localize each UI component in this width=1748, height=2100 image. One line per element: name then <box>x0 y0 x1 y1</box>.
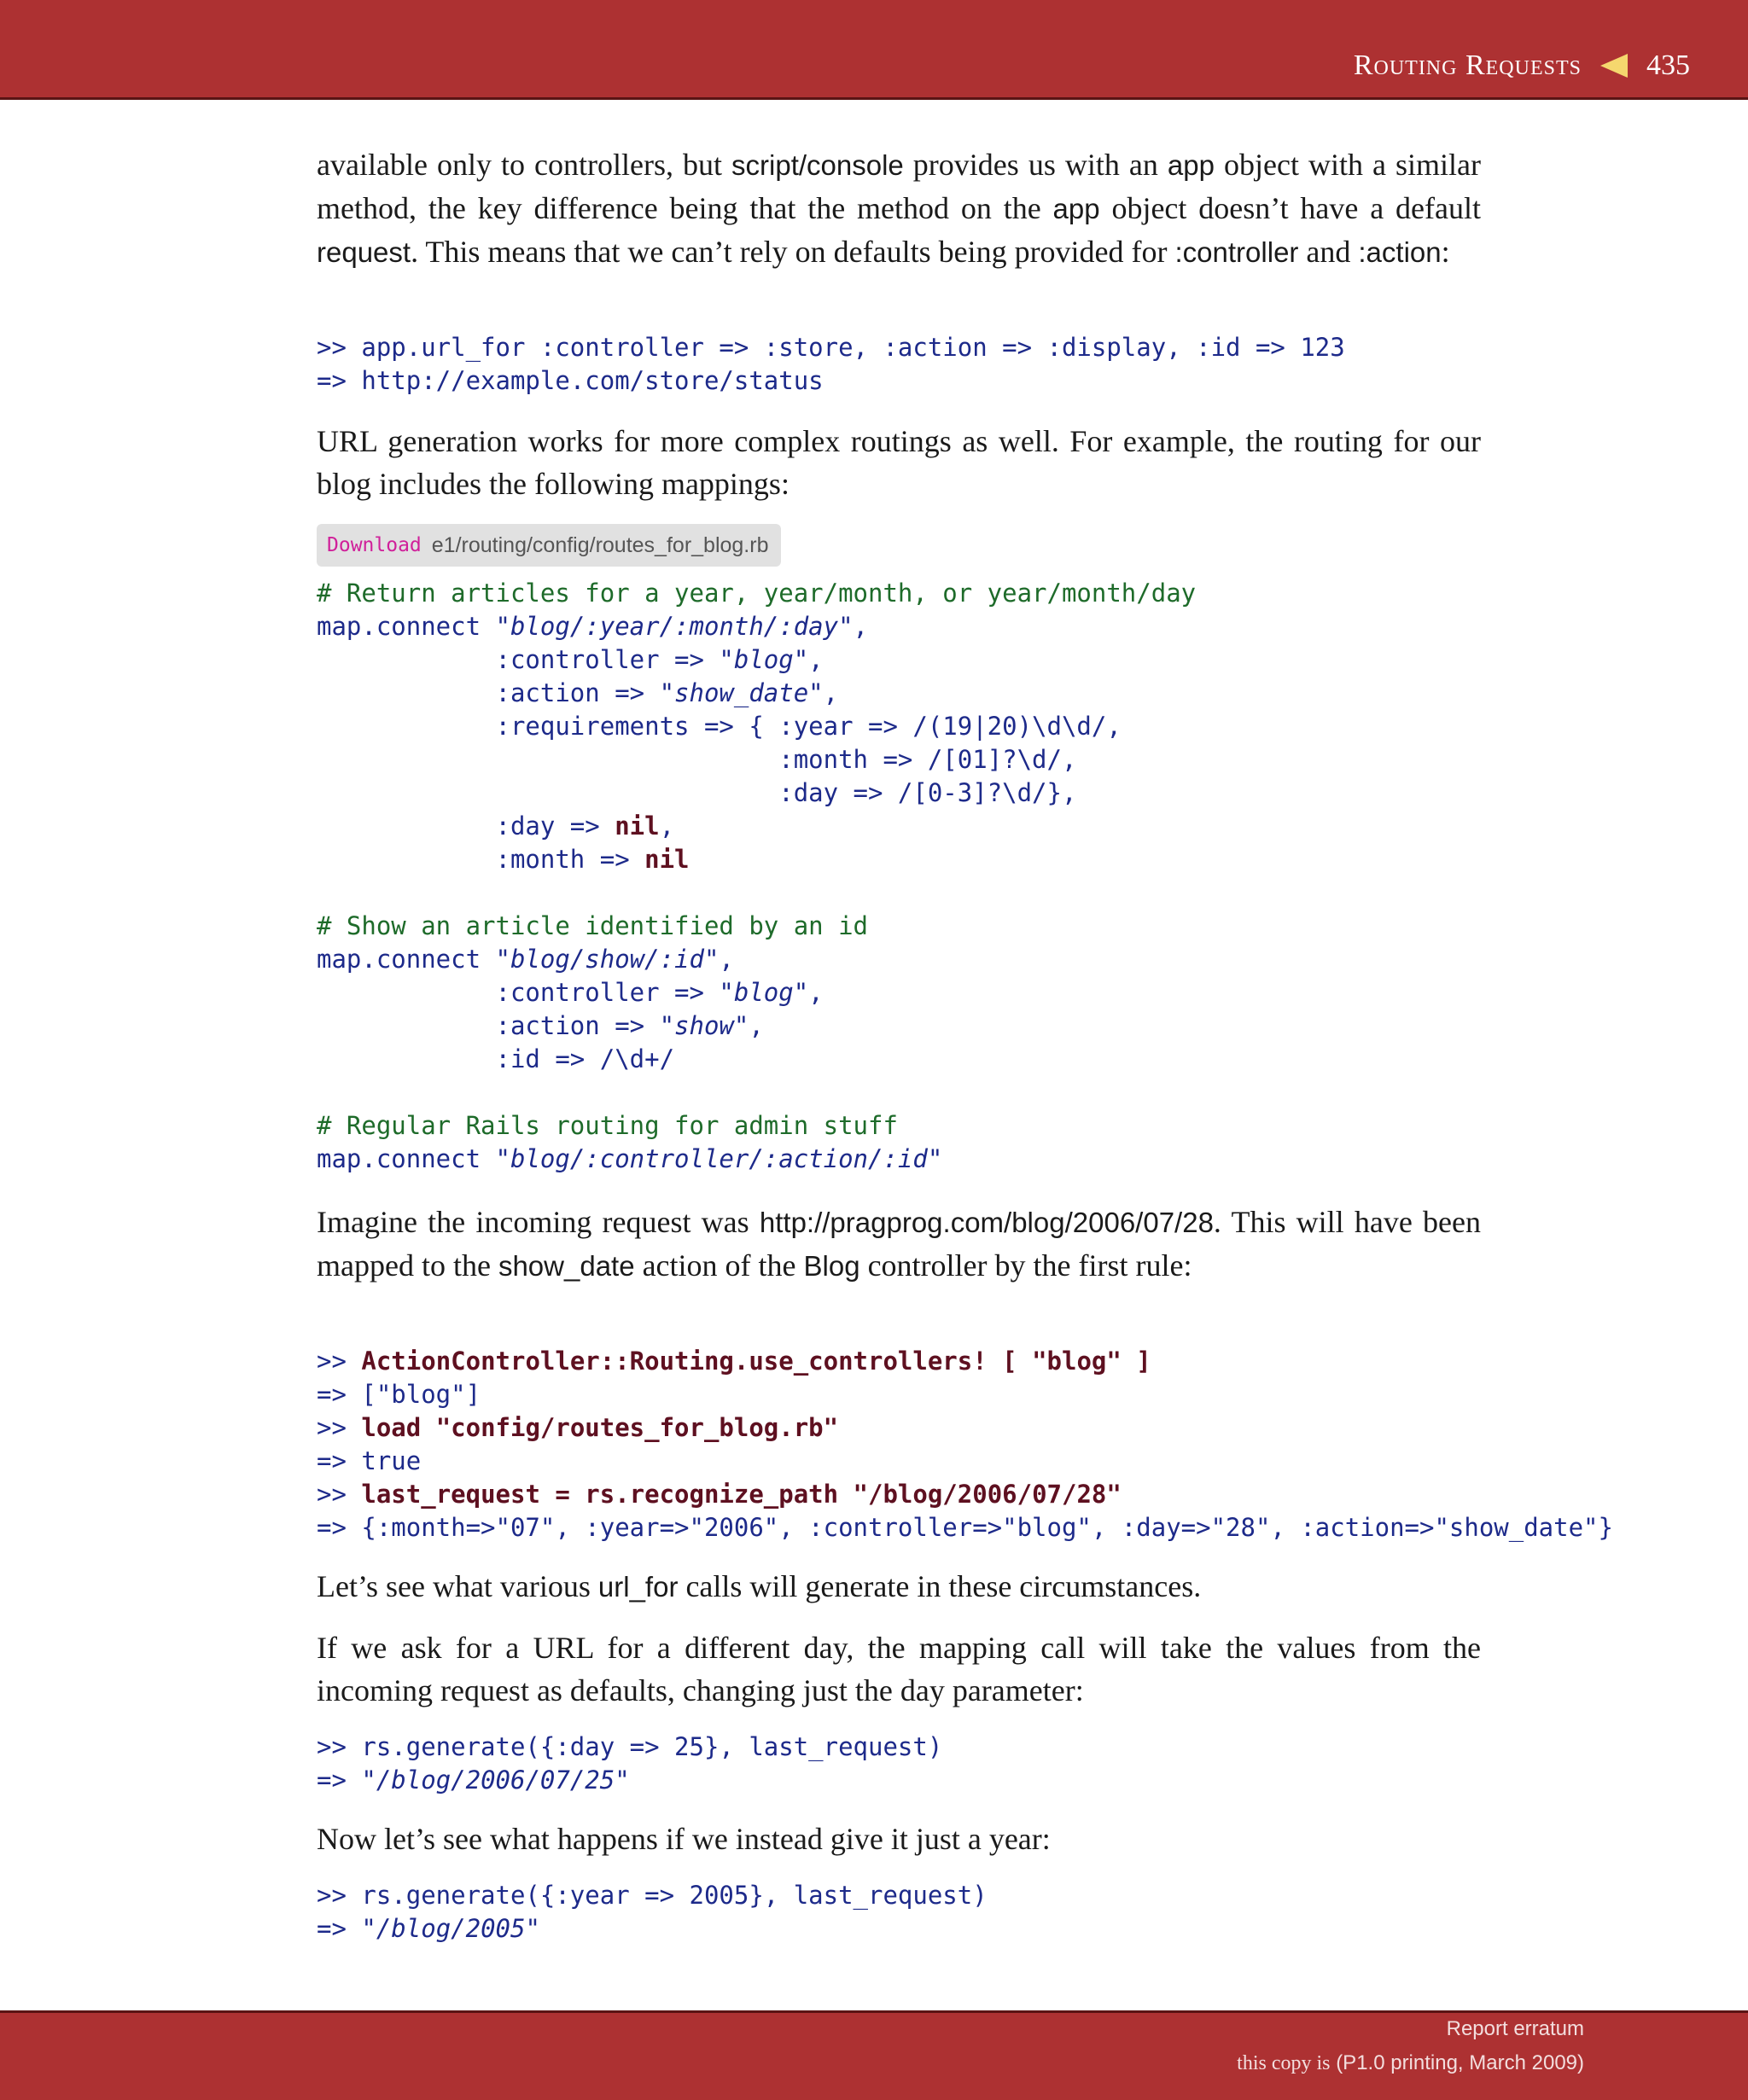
code-text: :action => <box>317 678 660 707</box>
code-string: "blog/:year/:month/:day" <box>495 612 854 641</box>
code-text: :month => /[01]?\d/, <box>317 745 1077 774</box>
inline-code: :controller <box>1174 236 1299 268</box>
code-text: , <box>719 945 734 974</box>
report-erratum-link[interactable]: Report erratum <box>1446 2017 1584 2040</box>
text: Let’s see what various <box>317 1569 598 1603</box>
code-text: :day => <box>317 811 615 841</box>
download-link[interactable] <box>317 524 781 567</box>
code-string: "blog" <box>719 645 809 674</box>
code-text: map.connect <box>317 612 496 641</box>
text: . This means that we can’t rely on defaults being provided for <box>411 235 1175 269</box>
paragraph-text: URL generation works for more complex routings as well. For example, the routing for our blog includes the following mappings: <box>317 424 1481 501</box>
code-block-generate-day <box>317 1731 1481 1797</box>
inline-code: show_date <box>498 1250 635 1282</box>
text: and <box>1298 235 1359 269</box>
inline-code: http://pragprog.com/blog/2006/07/28 <box>759 1207 1214 1238</box>
code-text: , <box>808 645 824 674</box>
text: available only to controllers, but <box>317 148 732 182</box>
code-text: , <box>659 811 675 841</box>
code-keyword: nil <box>644 845 690 874</box>
paragraph-6 <box>317 1818 1481 1860</box>
code-string: "blog/:controller/:action/:id" <box>495 1144 943 1173</box>
code-comment: # Return articles for a year, year/month, or year/month/day <box>317 579 1197 608</box>
print-prefix: this copy is <box>1237 2052 1331 2074</box>
inline-code: app <box>1167 149 1215 181</box>
text: provides us with an <box>903 148 1168 182</box>
code-string: "show" <box>659 1011 749 1040</box>
code-block-routes <box>317 577 1481 1176</box>
download-label[interactable]: Download <box>327 534 422 556</box>
code-output: => true <box>317 1446 422 1475</box>
inline-code: :action <box>1358 236 1442 268</box>
code-string: "blog" <box>719 978 809 1007</box>
paragraph-5 <box>317 1626 1481 1712</box>
paragraph-3 <box>317 1201 1481 1288</box>
code-text: :requirements => { :year => /(19|20)\d\d/, <box>317 712 1122 741</box>
running-head <box>1354 49 1690 82</box>
code-comment: # Show an article identified by an id <box>317 911 869 940</box>
prompt: >> <box>317 1480 362 1509</box>
paragraph-2 <box>317 420 1481 505</box>
code-keyword: nil <box>615 811 660 841</box>
print-edition: (P1.0 printing, March 2009) <box>1336 2051 1584 2074</box>
inline-code: request <box>317 236 411 268</box>
code-text: , <box>853 612 869 641</box>
code-output: => {:month=>"07", :year=>"2006", :controller=>"blog", :day=>"28", :action=>"show_date"} <box>317 1513 1613 1542</box>
chapter-title[interactable]: Routing Requests <box>1353 49 1582 81</box>
code-text: map.connect <box>317 1144 496 1173</box>
code-line: >> app.url_for :controller => :store, :action => :display, :id => 123 <box>317 333 1345 362</box>
code-text: :month => <box>317 845 645 874</box>
print-info <box>1237 2051 1584 2075</box>
text: controller by the first rule: <box>859 1248 1192 1283</box>
code-text: => <box>317 1766 362 1795</box>
code-string: "show_date" <box>659 678 824 707</box>
text: calls will generate in these circumstances. <box>678 1569 1202 1603</box>
text: object doesn’t have a default <box>1099 191 1481 225</box>
inline-code: script/console <box>731 149 904 181</box>
text: : <box>1441 235 1450 269</box>
code-text: >> rs.generate({:day => 25}, last_request) <box>317 1732 943 1761</box>
code-text: :id => /\d+/ <box>317 1044 675 1073</box>
code-string: "blog/show/:id" <box>495 945 720 974</box>
paragraph-text: Now let’s see what happens if we instead give it just a year: <box>317 1822 1051 1856</box>
inline-code: Blog <box>803 1250 860 1282</box>
code-input: ActionController::Routing.use_controllers! [ "blog" ] <box>361 1347 1151 1376</box>
text: Imagine the incoming request was <box>317 1205 760 1239</box>
code-text: , <box>808 978 824 1007</box>
code-string: "/blog/2005" <box>361 1914 540 1943</box>
paragraph-text: If we ask for a URL for a different day, the mapping call will take the values from the incoming request as defaults, changing just the day parameter: <box>317 1631 1481 1707</box>
previous-page-arrow-icon[interactable] <box>1600 54 1628 78</box>
paragraph-1 <box>317 143 1481 274</box>
prompt: >> <box>317 1347 362 1376</box>
code-text: => <box>317 1914 362 1943</box>
prompt: >> <box>317 1413 362 1442</box>
code-text: :action => <box>317 1011 660 1040</box>
code-block-url-for <box>317 331 1481 398</box>
code-text: , <box>749 1011 764 1040</box>
code-input: load "config/routes_for_blog.rb" <box>361 1413 839 1442</box>
inline-code: url_for <box>597 1571 679 1603</box>
code-text: map.connect <box>317 945 496 974</box>
text: action of the <box>634 1248 804 1283</box>
code-output: => ["blog"] <box>317 1380 481 1409</box>
code-text: :controller => <box>317 645 720 674</box>
text: object with a similar method, the key difference being that the method on the <box>317 148 1481 225</box>
inline-code: app <box>1052 193 1100 224</box>
code-text: :day => /[0-3]?\d/}, <box>317 778 1077 807</box>
code-text: , <box>823 678 839 707</box>
download-path[interactable]: e1/routing/config/routes_for_blog.rb <box>431 532 769 557</box>
page-number: 435 <box>1646 49 1690 81</box>
code-text: :controller => <box>317 978 720 1007</box>
code-block-generate-year <box>317 1879 1481 1946</box>
code-text: >> rs.generate({:year => 2005}, last_request) <box>317 1881 988 1910</box>
text: . This will have been mapped to the <box>317 1205 1481 1283</box>
code-string: "/blog/2006/07/25" <box>361 1766 630 1795</box>
paragraph-4 <box>317 1565 1481 1608</box>
code-block-console <box>317 1345 1613 1544</box>
code-line: => http://example.com/store/status <box>317 366 824 395</box>
code-input: last_request = rs.recognize_path "/blog/2006/07/28" <box>361 1480 1122 1509</box>
code-comment: # Regular Rails routing for admin stuff <box>317 1111 898 1140</box>
header-band <box>0 0 1748 100</box>
